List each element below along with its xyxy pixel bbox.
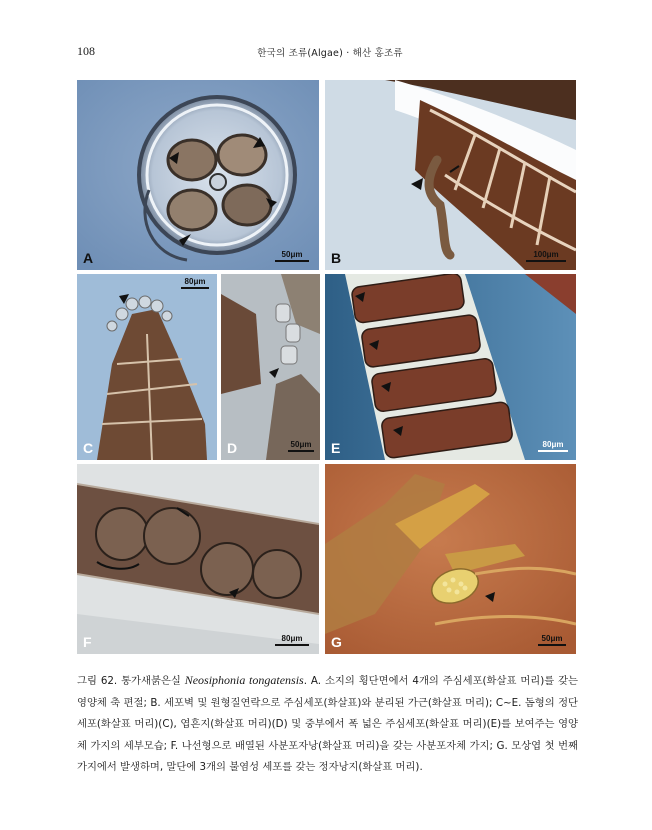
micrograph-d [221,274,320,460]
scale-bar [538,635,566,646]
caption-prefix: 그림 62. 통가새붉은실 [77,675,185,687]
micrograph-g [325,464,576,654]
panel-label: A [83,250,94,266]
micrograph-b [325,80,576,270]
figure-panel-a [77,80,319,270]
scale-bar [181,278,209,289]
running-title: 한국의 조류(Algae) · 해산 홍조류 [257,48,403,59]
scale-bar [526,251,566,262]
scale-bar-label: 100μm [533,250,559,259]
panel-label: G [331,634,342,650]
scale-bar-label: 50μm [281,250,303,259]
panel-label: C [83,440,94,456]
figure-panel-d [221,274,320,460]
micrograph-a [77,80,319,270]
scale-bar [538,441,568,452]
scale-bar [275,635,309,646]
figure-caption [77,670,578,779]
figure-panel-f [77,464,319,654]
page-number: 108 [77,44,95,58]
caption-species-name: Neosiphonia tongatensis [184,673,304,687]
panel-label: D [227,440,238,456]
scale-bar-label: 80μm [184,277,206,286]
caption-body: . A. 소지의 횡단면에서 4개의 주심세포(화살표 머리)를 갖는 영양체 축 편절; B. 세포벽 및 원형질연락으로 주심세포(화살표)와 분리된 가근(화살표 머리); C~E. 돔형의 정단세포(화살표 머리)(C), 엽흔지(화살표 머리)(D) 및 중부에서 폭 넓은 주심세포(화살표 머리)(E)를 보여주는 영양체 가지의 세부모습; F. 나선형으로 배열된 사분포자낭(화살표 머리)을 갖는 사분포자체 가지; G. 모상엽 첫 번째 가지에서 발생하며, 말단에 3개의 불염성 세포를 갖는 정자낭지(화살표 머리). [77,675,578,773]
panel-label: F [83,634,92,650]
figure-panel-g [325,464,576,654]
micrograph-c [77,274,217,460]
scale-bar [275,251,309,262]
scale-bar-label: 50μm [541,634,563,643]
scale-bar-label: 80μm [542,440,564,449]
figure-panel-e [325,274,576,460]
panel-label: E [331,440,341,456]
scale-bar-label: 80μm [281,634,303,643]
micrograph-f [77,464,319,654]
micrograph-e [325,274,576,460]
scale-bar [288,441,314,452]
panel-label: B [331,250,342,266]
figure-panel-b [325,80,576,270]
scale-bar-label: 50μm [290,440,312,449]
figure-panel-c [77,274,217,460]
